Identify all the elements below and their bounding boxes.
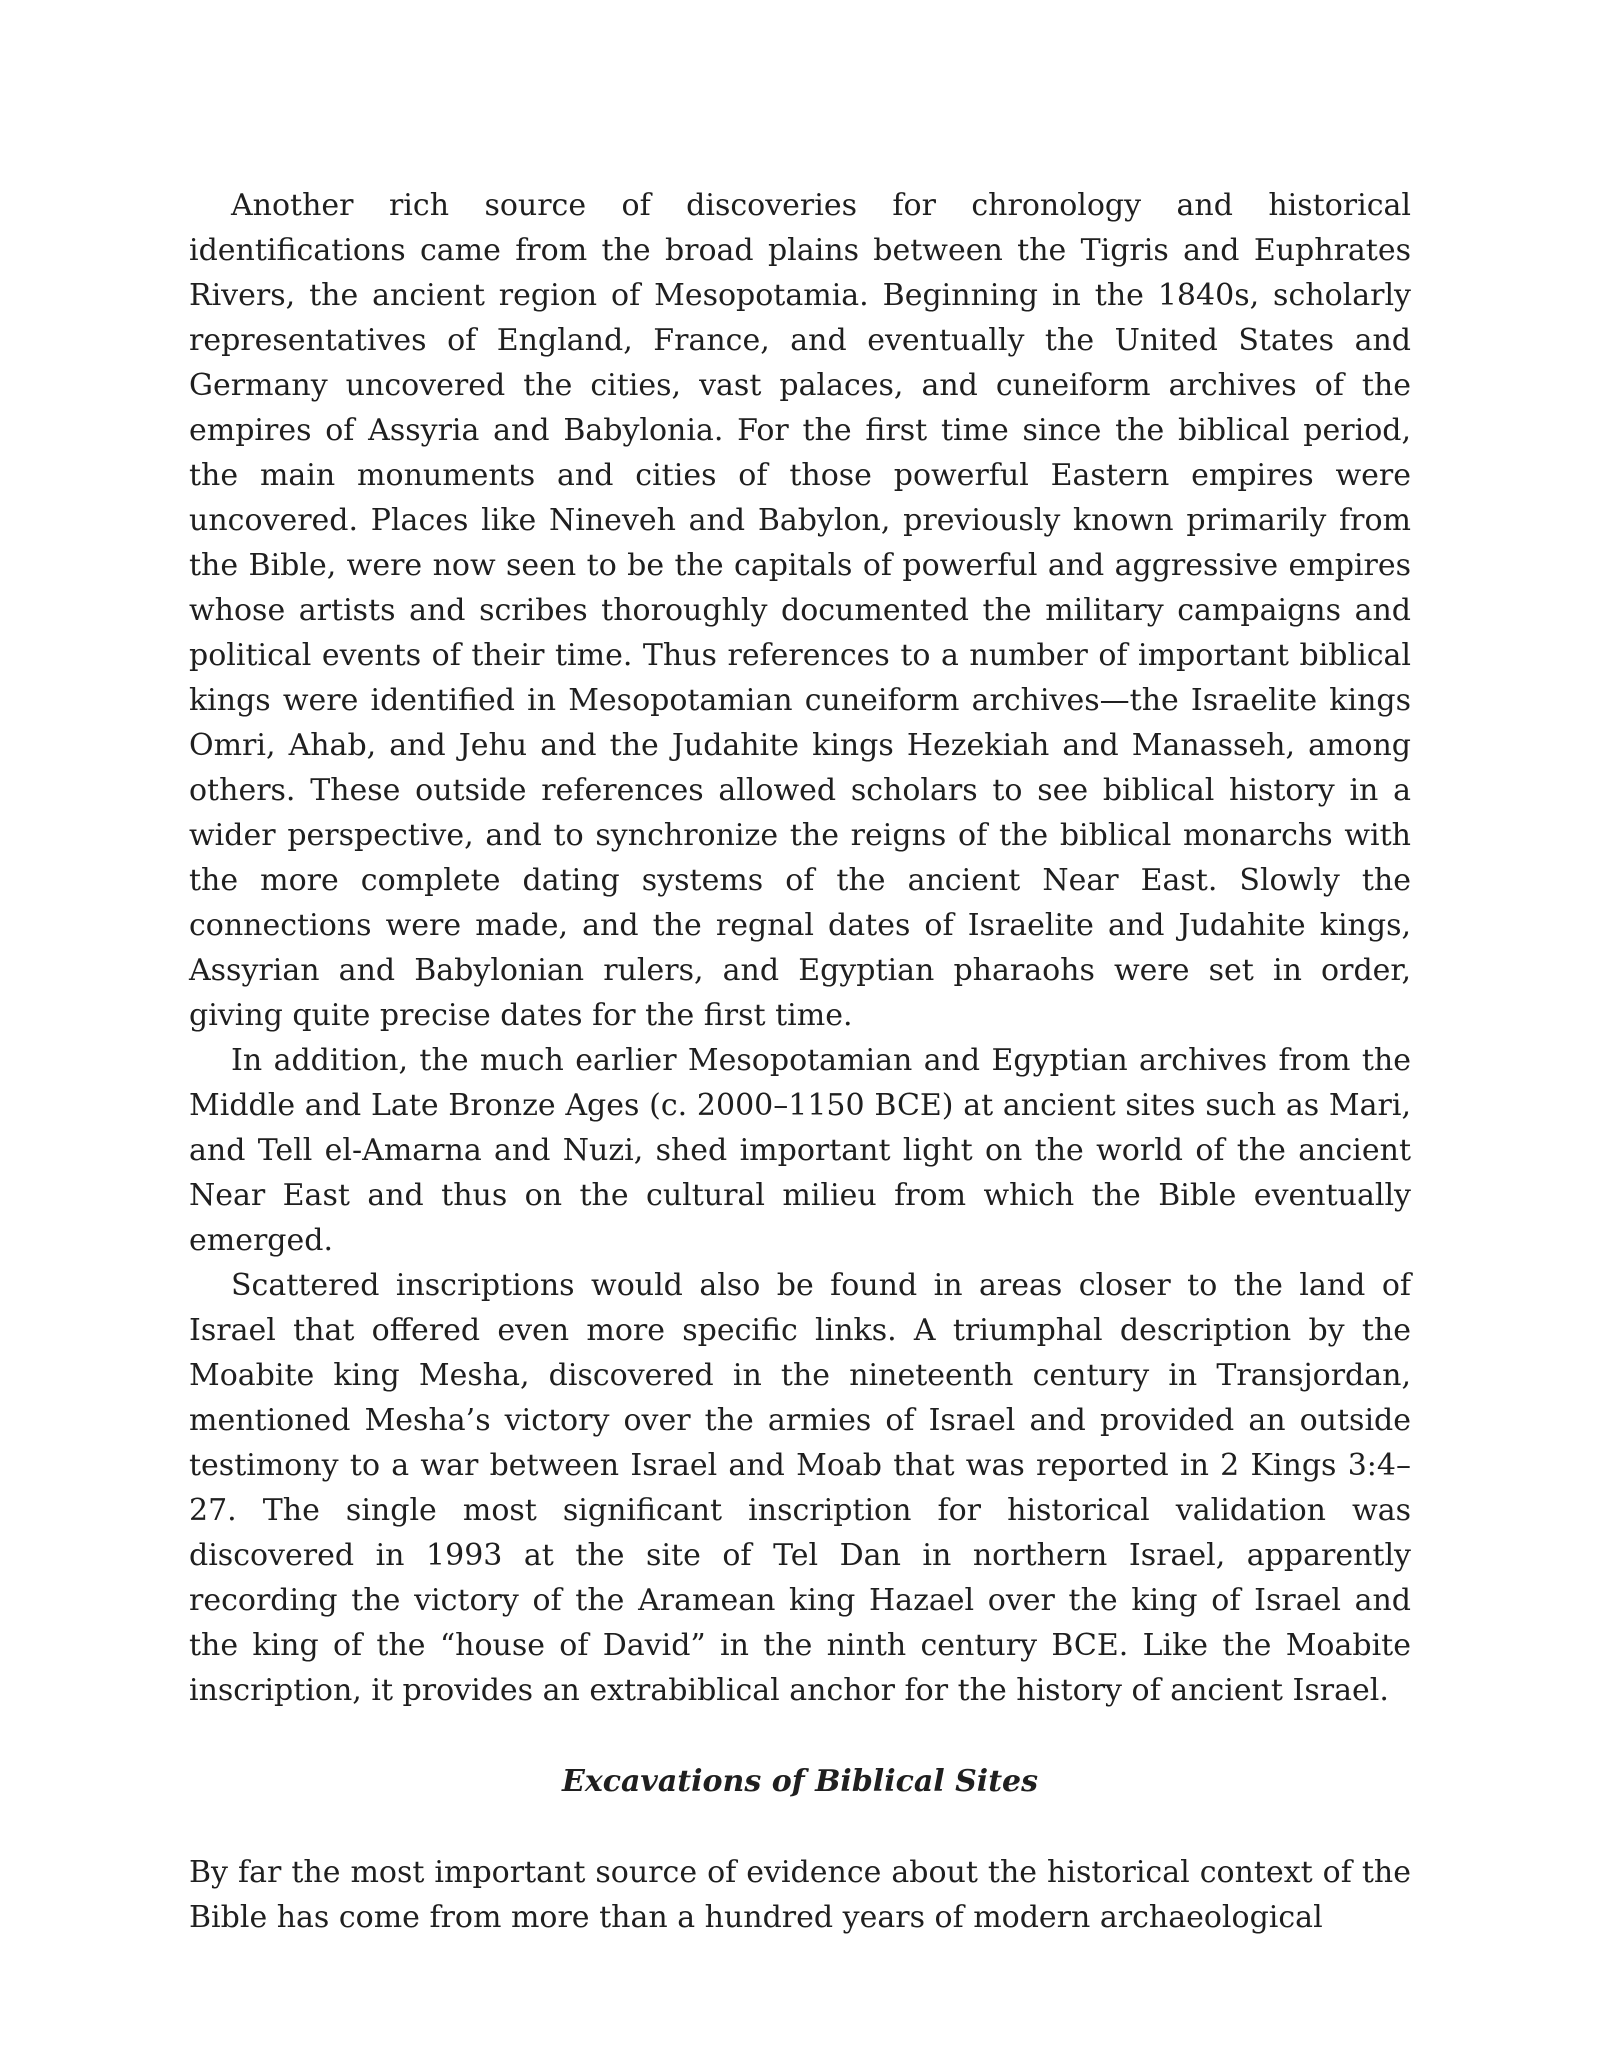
paragraph-bronze-age-archives: In addition, the much earlier Mesopotamian and Egyptian archives from the Middle and Late Bronze Ages (c. 2000–1150 BCE) at ancient sites such as Mari, and Tell el-Amarna and Nuzi, shed important light on the world of the ancient Near East and thus on the cultural milieu from which the Bible eventually emerged. — [189, 1043, 1411, 1258]
document-page — [189, 183, 1411, 1940]
paragraph-mesopotamia: Another rich source of discoveries for chronology and historical identifications came from the broad plains between the Tigris and Euphrates Rivers, the ancient region of Mesopotamia. Beginning in the 1840s, scholarly representatives of England, France, and eventually the United States and Germany uncovered the cities, vast palaces, and cuneiform archives of the empires of Assyria and Babylonia. For the first time since the biblical period, the main monuments and cities of those powerful Eastern empires were uncovered. Places like Nineveh and Babylon, previously known primarily from the Bible, were now seen to be the capitals of powerful and aggressive empires whose artists and scribes thoroughly documented the military campaigns and political events of their time. Thus references to a number of important biblical kings were identified in Mesopotamian cuneiform archives—the Israelite kings Omri, Ahab, and Jehu and the Judahite kings Hezekiah and Manasseh, among others. These outside references allowed scholars to see biblical history in a wider perspective, and to synchronize the reigns of the biblical monarchs with the more complete dating systems of the ancient Near East. Slowly the connections were made, and the regnal dates of Israelite and Judahite kings, Assyrian and Babylonian rulers, and Egyptian pharaohs were set in order, giving quite precise dates for the first time. — [189, 188, 1411, 1033]
section-heading: Excavations of Biblical Sites — [561, 1764, 1039, 1799]
paragraph-inscriptions: Scattered inscriptions would also be found in areas closer to the land of Israel that offered even more specific links. A triumphal description by the Moabite king Mesha, discovered in the nineteenth century in Transjordan, mentioned Mesha’s victory over the armies of Israel and provided an outside testimony to a war between Israel and Moab that was reported in 2 Kings 3:4–27. The single most significant inscription for historical validation was discovered in 1993 at the site of Tel Dan in northern Israel, apparently recording the victory of the Aramean king Hazael over the king of Israel and the king of the “house of David” in the ninth century BCE. Like the Moabite inscription, it provides an extrabiblical anchor for the history of ancient Israel. — [189, 1268, 1411, 1708]
paragraph-excavations: By far the most important source of evidence about the historical context of the Bible has come from more than a hundred years of modern archaeological — [189, 1855, 1411, 1935]
